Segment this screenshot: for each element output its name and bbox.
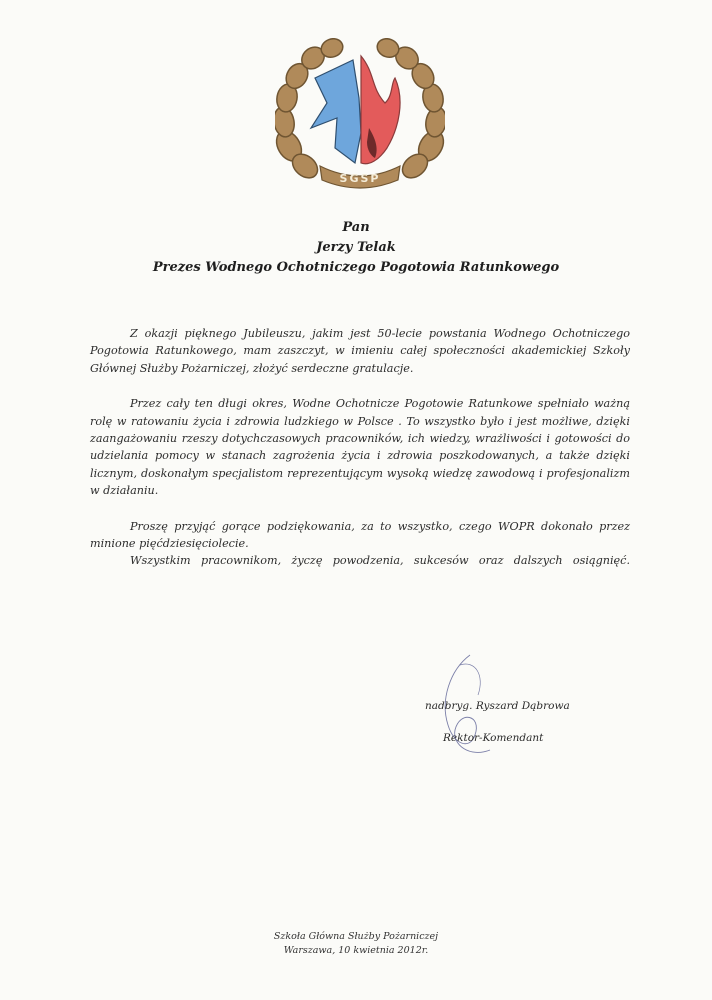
footer-institution: Szkoła Główna Służby Pożarniczej xyxy=(273,931,439,942)
flame-icon xyxy=(361,56,400,164)
addressee-position: Prezes Wodnego Ochotniczego Pogotowia Ratunkowego xyxy=(152,260,560,275)
addressee-name: Jerzy Telak xyxy=(316,240,396,255)
addressee-salutation: Pan xyxy=(342,220,370,235)
paragraph-thanks: Proszę przyjąć gorące podziękowania, za to wszystko, czego WOPR dokonało przez minione pięćdziesięciolecie. xyxy=(90,519,630,551)
paragraph-wishes: Wszystkim pracownikom, życzę powodzenia, sukcesów oraz dalszych osiągnięć. xyxy=(130,554,630,568)
footer-place-date: Warszawa, 10 kwietnia 2012r. xyxy=(283,945,429,956)
sgsp-emblem-logo xyxy=(275,38,445,193)
letter-body xyxy=(90,325,630,570)
logo-banner-text: SGSP xyxy=(339,172,381,185)
paragraph-jubilee: Z okazji pięknego Jubileuszu, jakim jest 50-lecie powstania Wodnego Ochotniczego Pogotowia Ratunkowego, mam zaszczyt, w imieniu całej społeczności akademickiej Szkoły Głównej Służby Pożarniczej, złożyć serdeczne gratulacje. xyxy=(90,327,630,375)
letter-footer xyxy=(0,930,712,958)
addressee-block xyxy=(0,218,712,278)
signatory-title: Rektor-Komendant xyxy=(443,732,544,744)
paragraph-history: Przez cały ten długi okres, Wodne Ochotnicze Pogotowie Ratunkowe spełniało ważną rolę w ratowaniu życia i zdrowia ludzkiego w Polsce . To wszystko było i jest możliwe, dzięki zaangażowaniu rzeszy dotychczasowych pracowników, ich wiedzy, wrażliwości i gotowości do udzielania pomocy w stanach zagrożenia życia i zdrowia poszkodowanych, a także dzięki licznym, doskonałym specjalistom reprezentującym wysoką wiedzę zawodową i profesjonalizm w działaniu. xyxy=(90,397,630,498)
maltese-cross-icon xyxy=(311,60,361,163)
signature-block xyxy=(425,650,615,760)
signatory-name: nadbryg. Ryszard Dąbrowa xyxy=(425,700,570,712)
